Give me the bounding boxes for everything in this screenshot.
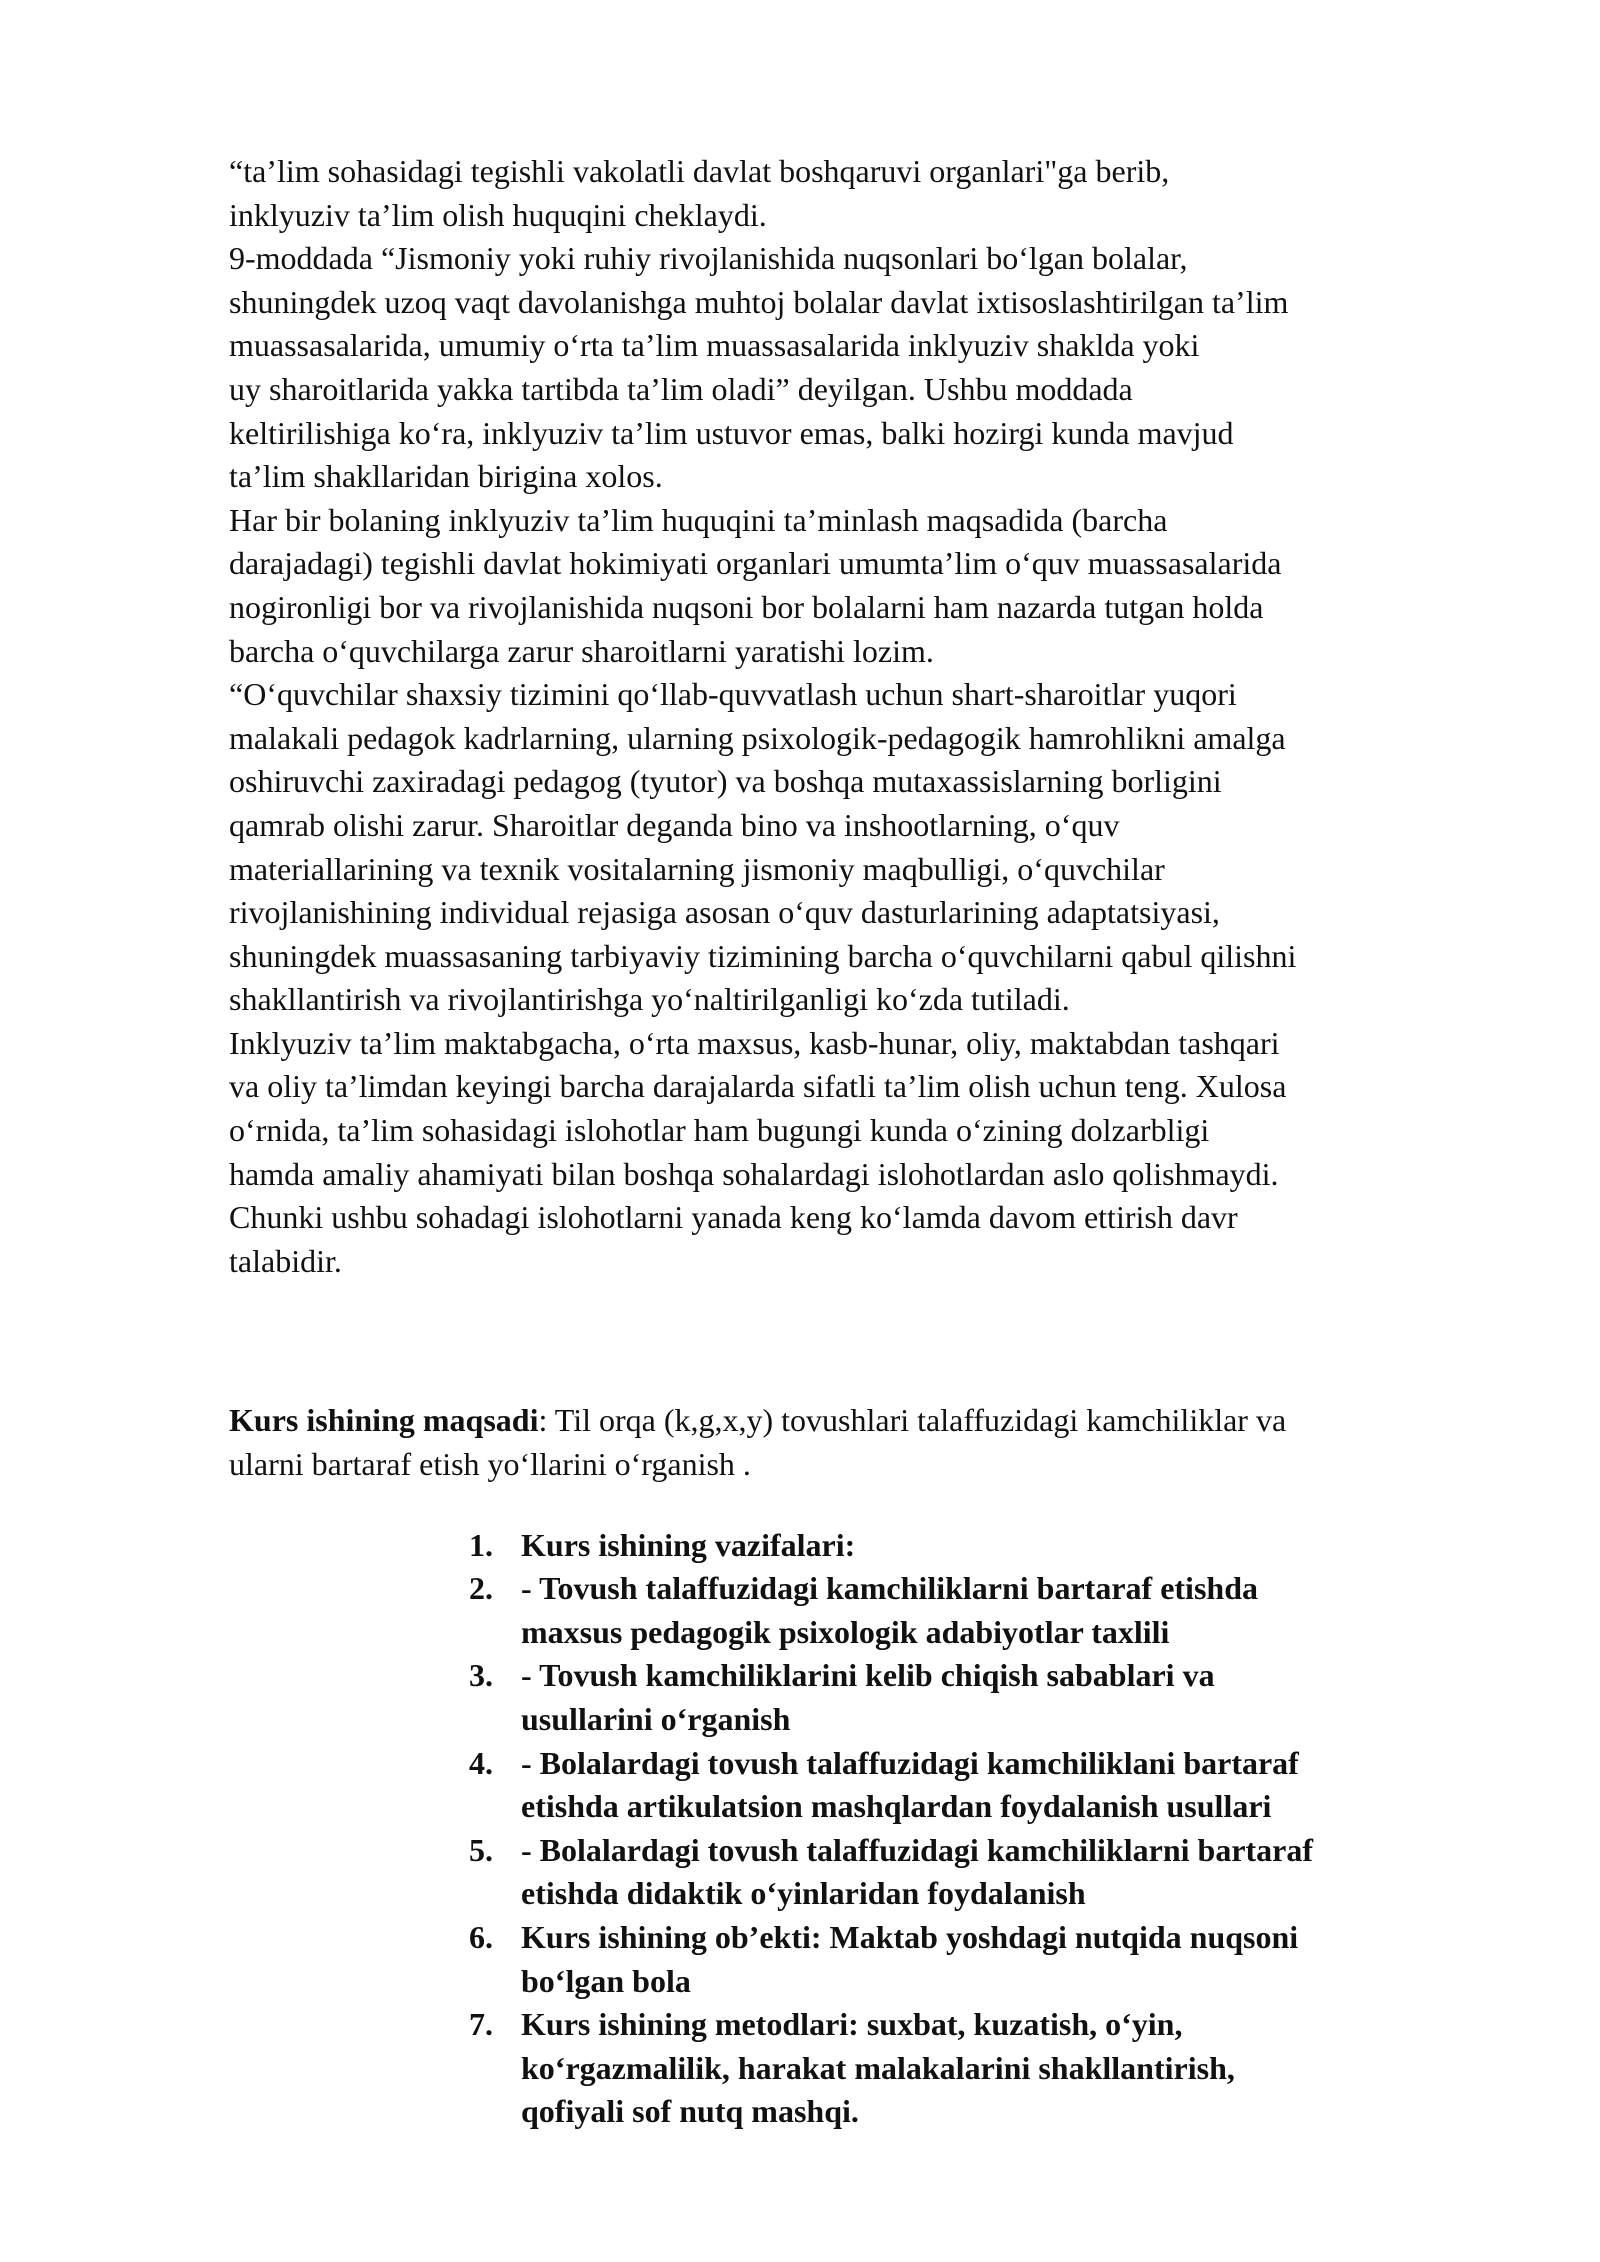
text-line: nogironligi bor va rivojlanishida nuqsoni bor bolalarni ham nazarda tutgan holda: [229, 588, 1264, 625]
document-page: [229, 150, 1529, 2134]
text-line: 9-moddada “Jismoniy yoki ruhiy rivojlanishida nuqsonlari boʻlgan bolalar,: [229, 240, 1188, 277]
text-line: inklyuziv ta’lim olish huquqini cheklaydi.: [229, 196, 767, 233]
goal-line: [229, 1399, 1529, 1443]
text-line: “ta’lim sohasidagi tegishli vakolatli davlat boshqaruvi organlari"ga berib,: [229, 153, 1170, 189]
list-item-line: boʻlgan bola: [521, 1962, 691, 1999]
list-item-line: - Bolalardagi tovush talaffuzidagi kamchiliklarni bartaraf: [521, 1831, 1314, 1868]
section-gap: [229, 1283, 1529, 1399]
list-item-line: usullarini oʻrganish: [521, 1701, 791, 1737]
list-number: 2.: [469, 1570, 493, 1607]
course-goal: [229, 1399, 1529, 1486]
text-line: shuningdek uzoq vaqt davolanishga muhtoj bolalar davlat ixtisoslashtirilgan ta’lim: [229, 283, 1289, 320]
list-number: 5.: [469, 1831, 493, 1868]
text-line: muassasalarida, umumiy oʻrta ta’lim muassasalarida inklyuziv shaklda yoki: [229, 327, 1200, 364]
text-line: rivojlanishining individual rejasiga asosan oʻquv dasturlarining adaptatsiyasi,: [229, 894, 1220, 931]
text-line: uy sharoitlarida yakka tartibda ta’lim oladi” deyilgan. Ushbu moddada: [229, 370, 1133, 407]
text-line: barcha oʻquvchilarga zarur sharoitlarni yaratishi lozim.: [229, 632, 934, 669]
list-number: 3.: [469, 1657, 493, 1694]
text-line: shuningdek muassasaning tarbiyaviy tizimining barcha oʻquvchilarni qabul qilishni: [229, 937, 1297, 974]
text-line: Chunki ushbu sohadagi islohotlarni yanada keng koʻlamda davom ettirish davr: [229, 1199, 1238, 1236]
list-number: 4.: [469, 1744, 493, 1781]
text-line: Inklyuziv ta’lim maktabgacha, oʻrta maxsus, kasb-hunar, oliy, maktabdan tashqari: [229, 1024, 1280, 1061]
text-line: va oliy ta’limdan keyingi barcha darajalarda sifatli ta’lim olish uchun teng. Xulosa: [229, 1068, 1287, 1105]
goal-text: : Til orqa (k,g,x,y) tovushlari talaffuzidagi kamchiliklar va: [538, 1402, 1287, 1439]
list-item-line: - Tovush talaffuzidagi kamchiliklarni bartaraf etishda: [521, 1570, 1258, 1607]
task-list: [229, 1524, 1529, 2134]
text-line: talabidir.: [229, 1242, 342, 1279]
text-line: oʻrnida, ta’lim sohasidagi islohotlar ham bugungi kunda oʻzining dolzarbligi: [229, 1112, 1210, 1149]
text-line: hamda amaliy ahamiyati bilan boshqa sohalardagi islohotlardan aslo qolishmaydi.: [229, 1155, 1279, 1192]
goal-line: ularni bartaraf etish yoʻllarini oʻrganish .: [229, 1446, 751, 1483]
list-item-line: - Bolalardagi tovush talaffuzidagi kamchiliklani bartaraf: [521, 1744, 1299, 1781]
list-item: [229, 1916, 1529, 2003]
list-item-line: etishda didaktik oʻyinlaridan foydalanish: [521, 1875, 1086, 1912]
list-number: 6.: [469, 1918, 493, 1955]
list-item-line: Kurs ishining ob’ekti: Maktab yoshdagi nutqida nuqsoni: [521, 1918, 1299, 1955]
list-item: [229, 1567, 1529, 1654]
list-item: [229, 1742, 1529, 1829]
list-item-line: Kurs ishining vazifalari:: [521, 1526, 856, 1563]
list-item-line: koʻrgazmalilik, harakat malakalarini shakllantirish,: [521, 2049, 1235, 2086]
text-line: materiallarining va texnik vositalarning jismoniy maqbulligi, oʻquvchilar: [229, 850, 1165, 887]
text-line: Har bir bolaning inklyuziv ta’lim huquqini ta’minlash maqsadida (barcha: [229, 501, 1168, 538]
list-item-line: - Tovush kamchiliklarini kelib chiqish sabablari va: [521, 1657, 1215, 1694]
text-line: keltirilishiga koʻra, inklyuziv ta’lim ustuvor emas, balki hozirgi kunda mavjud: [229, 414, 1234, 451]
text-line: ta’lim shakllaridan biriginа xolos.: [229, 458, 663, 495]
list-number: 1.: [469, 1526, 493, 1563]
text-line: oshiruvchi zaxiradagi pedagog (tyutor) va boshqa mutaxassislarning borligini: [229, 763, 1222, 800]
list-item-line: maxsus pedagogik psixologik adabiyotlar taxlili: [521, 1613, 1170, 1650]
list-item: [229, 1524, 1529, 1568]
list-item-line: Kurs ishining metodlari: suxbat, kuzatish, oʻyin,: [521, 2006, 1183, 2043]
list-item: [229, 2003, 1529, 2134]
list-item-line: etishda artikulatsion mashqlardan foydalanish usullari: [521, 1788, 1272, 1825]
list-item: [229, 1829, 1529, 1916]
goal-label: Kurs ishining maqsadi: [229, 1402, 539, 1439]
body-text: [229, 150, 1529, 1283]
text-line: malakali pedagok kadrlarning, ularning psixologik-pedagogik hamrohlikni amalga: [229, 719, 1286, 756]
list-item: [229, 1654, 1529, 1741]
list-number: 7.: [469, 2006, 493, 2043]
list-item-line: qofiyali sof nutq mashqi.: [521, 2093, 859, 2130]
text-line: darajadagi) tegishli davlat hokimiyati organlari umumta’lim oʻquv muassasalarida: [229, 545, 1282, 582]
text-line: qamrab olishi zarur. Sharoitlar deganda bino va inshootlarning, oʻquv: [229, 806, 1120, 843]
text-line: “Oʻquvchilar shaxsiy tizimini qoʻllab-quvvatlash uchun shart-sharoitlar yuqori: [229, 676, 1237, 713]
text-line: shakllantirish va rivojlantirishga yoʻnaltirilganligi koʻzda tutiladi.: [229, 981, 1070, 1018]
